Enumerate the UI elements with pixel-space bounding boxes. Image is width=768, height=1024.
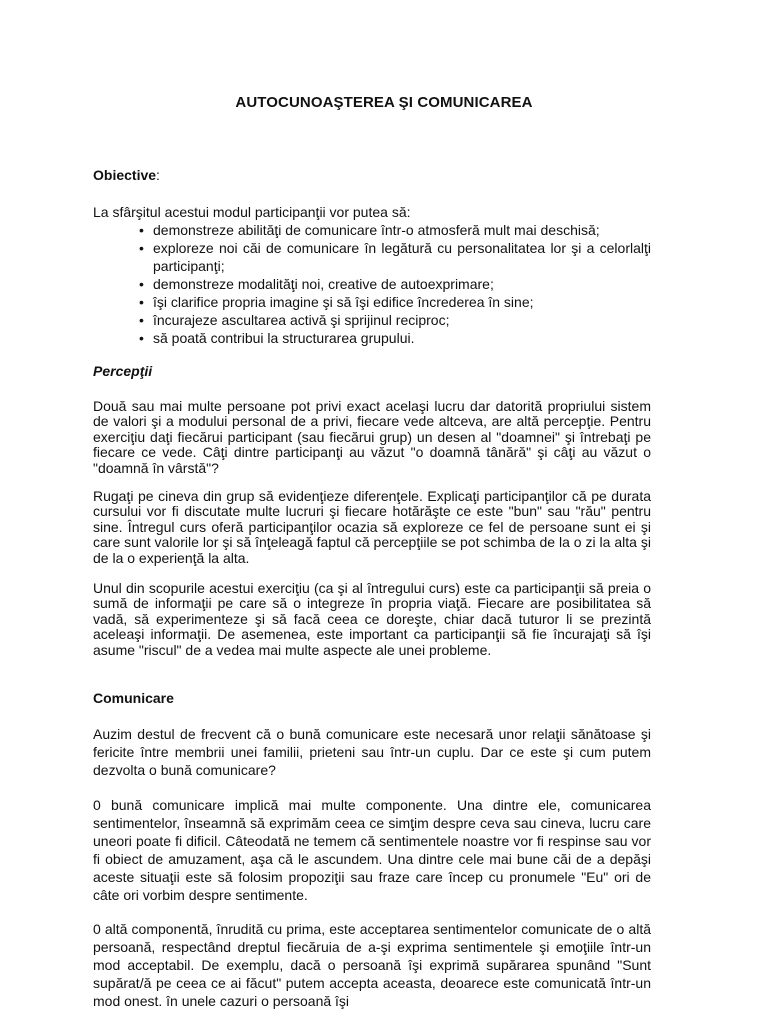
communication-heading: Comunicare: [93, 690, 174, 706]
perceptions-paragraph-3: Unul din scopurile acestui exerciţiu (ca şi al întregului curs) este ca participanţii să preia o sumă de informaţii pe care să o integreze în propria viaţă. Fiecare are posibilitatea să vadă, să experimenteze şi să facă ceea ce doreşte, chiar dacă tuturor li se prezintă aceleaşi informaţii. De asemenea, este important ca participanţii să fie încurajaţi să îşi asume "riscul" de a vedea mai multe aspecte ale unei probleme.: [93, 580, 651, 658]
bullet-icon: •: [139, 330, 144, 346]
objectives-heading: Obiective: [93, 167, 157, 183]
list-item-text: să poată contribui la structurarea grupului.: [153, 330, 415, 346]
list-item-text: demonstreze abilităţi de comunicare într-o atmosferă mult mai deschisă;: [153, 222, 600, 238]
perceptions-heading: Percepţii: [93, 363, 153, 379]
bullet-icon: •: [139, 240, 144, 256]
bullet-icon: •: [139, 276, 144, 292]
communication-paragraph-1: Auzim destul de frecvent că o bună comunicare este necesară unor relaţii sănătoase şi fericite între membrii unei familii, prieteni sau într-un cuplu. Dar ce este şi cum putem dezvolta o bună comunicare?: [93, 726, 651, 778]
list-item-text: demonstreze modalităţi noi, creative de autoexprimare;: [153, 276, 494, 292]
bullet-icon: •: [139, 222, 144, 238]
list-item: [139, 329, 651, 347]
communication-paragraph-3: 0 altă componentă, înrudită cu prima, este acceptarea sentimentelor comunicate de o altă persoană, respectând dreptul fiecăruia de a-şi exprima sentimentele şi emoţiile într-un mod acceptabil. De exemplu, dacă o persoană îşi exprimă supărarea spunând "Sunt supărat/ă pe ceea ce ai făcut" putem accepta aceasta, deoarece este comunicată într-un mod onest. în unele cazuri o persoană îşi: [93, 921, 651, 1009]
objectives-heading-line: [93, 167, 160, 183]
document-title: AUTOCUNOAŞTEREA ŞI COMUNICAREA: [235, 94, 533, 111]
list-item-text: încurajeze ascultarea activă şi sprijinul reciproc;: [153, 312, 450, 328]
objectives-colon: :: [156, 167, 160, 183]
list-item-text: îşi clarifice propria imagine şi să îşi edifice încrederea în sine;: [153, 294, 534, 310]
objectives-intro: La sfârşitul acestui modul participanţii vor putea să:: [93, 204, 411, 220]
list-item-text: exploreze noi căi de comunicare în legătură cu personalitatea lor şi a celorlalţi participanţi;: [153, 240, 651, 274]
list-item: [139, 221, 651, 239]
perceptions-paragraph-2: Rugaţi pe cineva din grup să evidenţieze diferenţele. Explicaţi participanţilor că pe durata cursului vor fi discutate multe lucruri şi fiecare hotărăşte ce este "bun" sau "rău" pentru sine. Întregul curs oferă participanţilor ocazia să exploreze ce fel de persoane sunt ei şi care sunt valorile lor şi să înţeleagă faptul că percepţiile se pot schimba de la o zi la alta şi de la o experienţă la alta.: [93, 488, 651, 566]
list-item: [139, 275, 651, 293]
list-item: [139, 311, 651, 329]
bullet-icon: •: [139, 294, 144, 310]
communication-paragraph-2: 0 bună comunicare implică mai multe componente. Una dintre ele, comunicarea sentimentelor, înseamnă să exprimăm ceea ce simţim despre ceva sau cineva, lucru care uneori poate fi dificil. Câteodată ne temem că sentimentele noastre vor fi respinse sau vor fi obiect de amuzament, aşa că le ascundem. Una dintre cele mai bune căi de a depăşi aceste situaţii este să folosim propoziţii sau fraze care încep cu pronumele "Eu" ori de câte ori vorbim despre sentimente.: [93, 797, 651, 903]
objectives-list: [139, 221, 651, 347]
perceptions-paragraph-1: Două sau mai multe persoane pot privi exact acelaşi lucru dar datorită propriului sistem de valori şi a modului personal de a privi, fiecare vede altceva, are altă percepţie. Pentru exerciţiu daţi fiecărui participant (sau fiecărui grup) un desen al "doamnei" şi întrebaţi pe fiecare ce vede. Câţi dintre participanţi au văzut "o doamnă tânără" şi câţi au văzut o "doamnă în vârstă"?: [93, 398, 651, 476]
bullet-icon: •: [139, 312, 144, 328]
list-item: [139, 239, 651, 275]
list-item: [139, 293, 651, 311]
